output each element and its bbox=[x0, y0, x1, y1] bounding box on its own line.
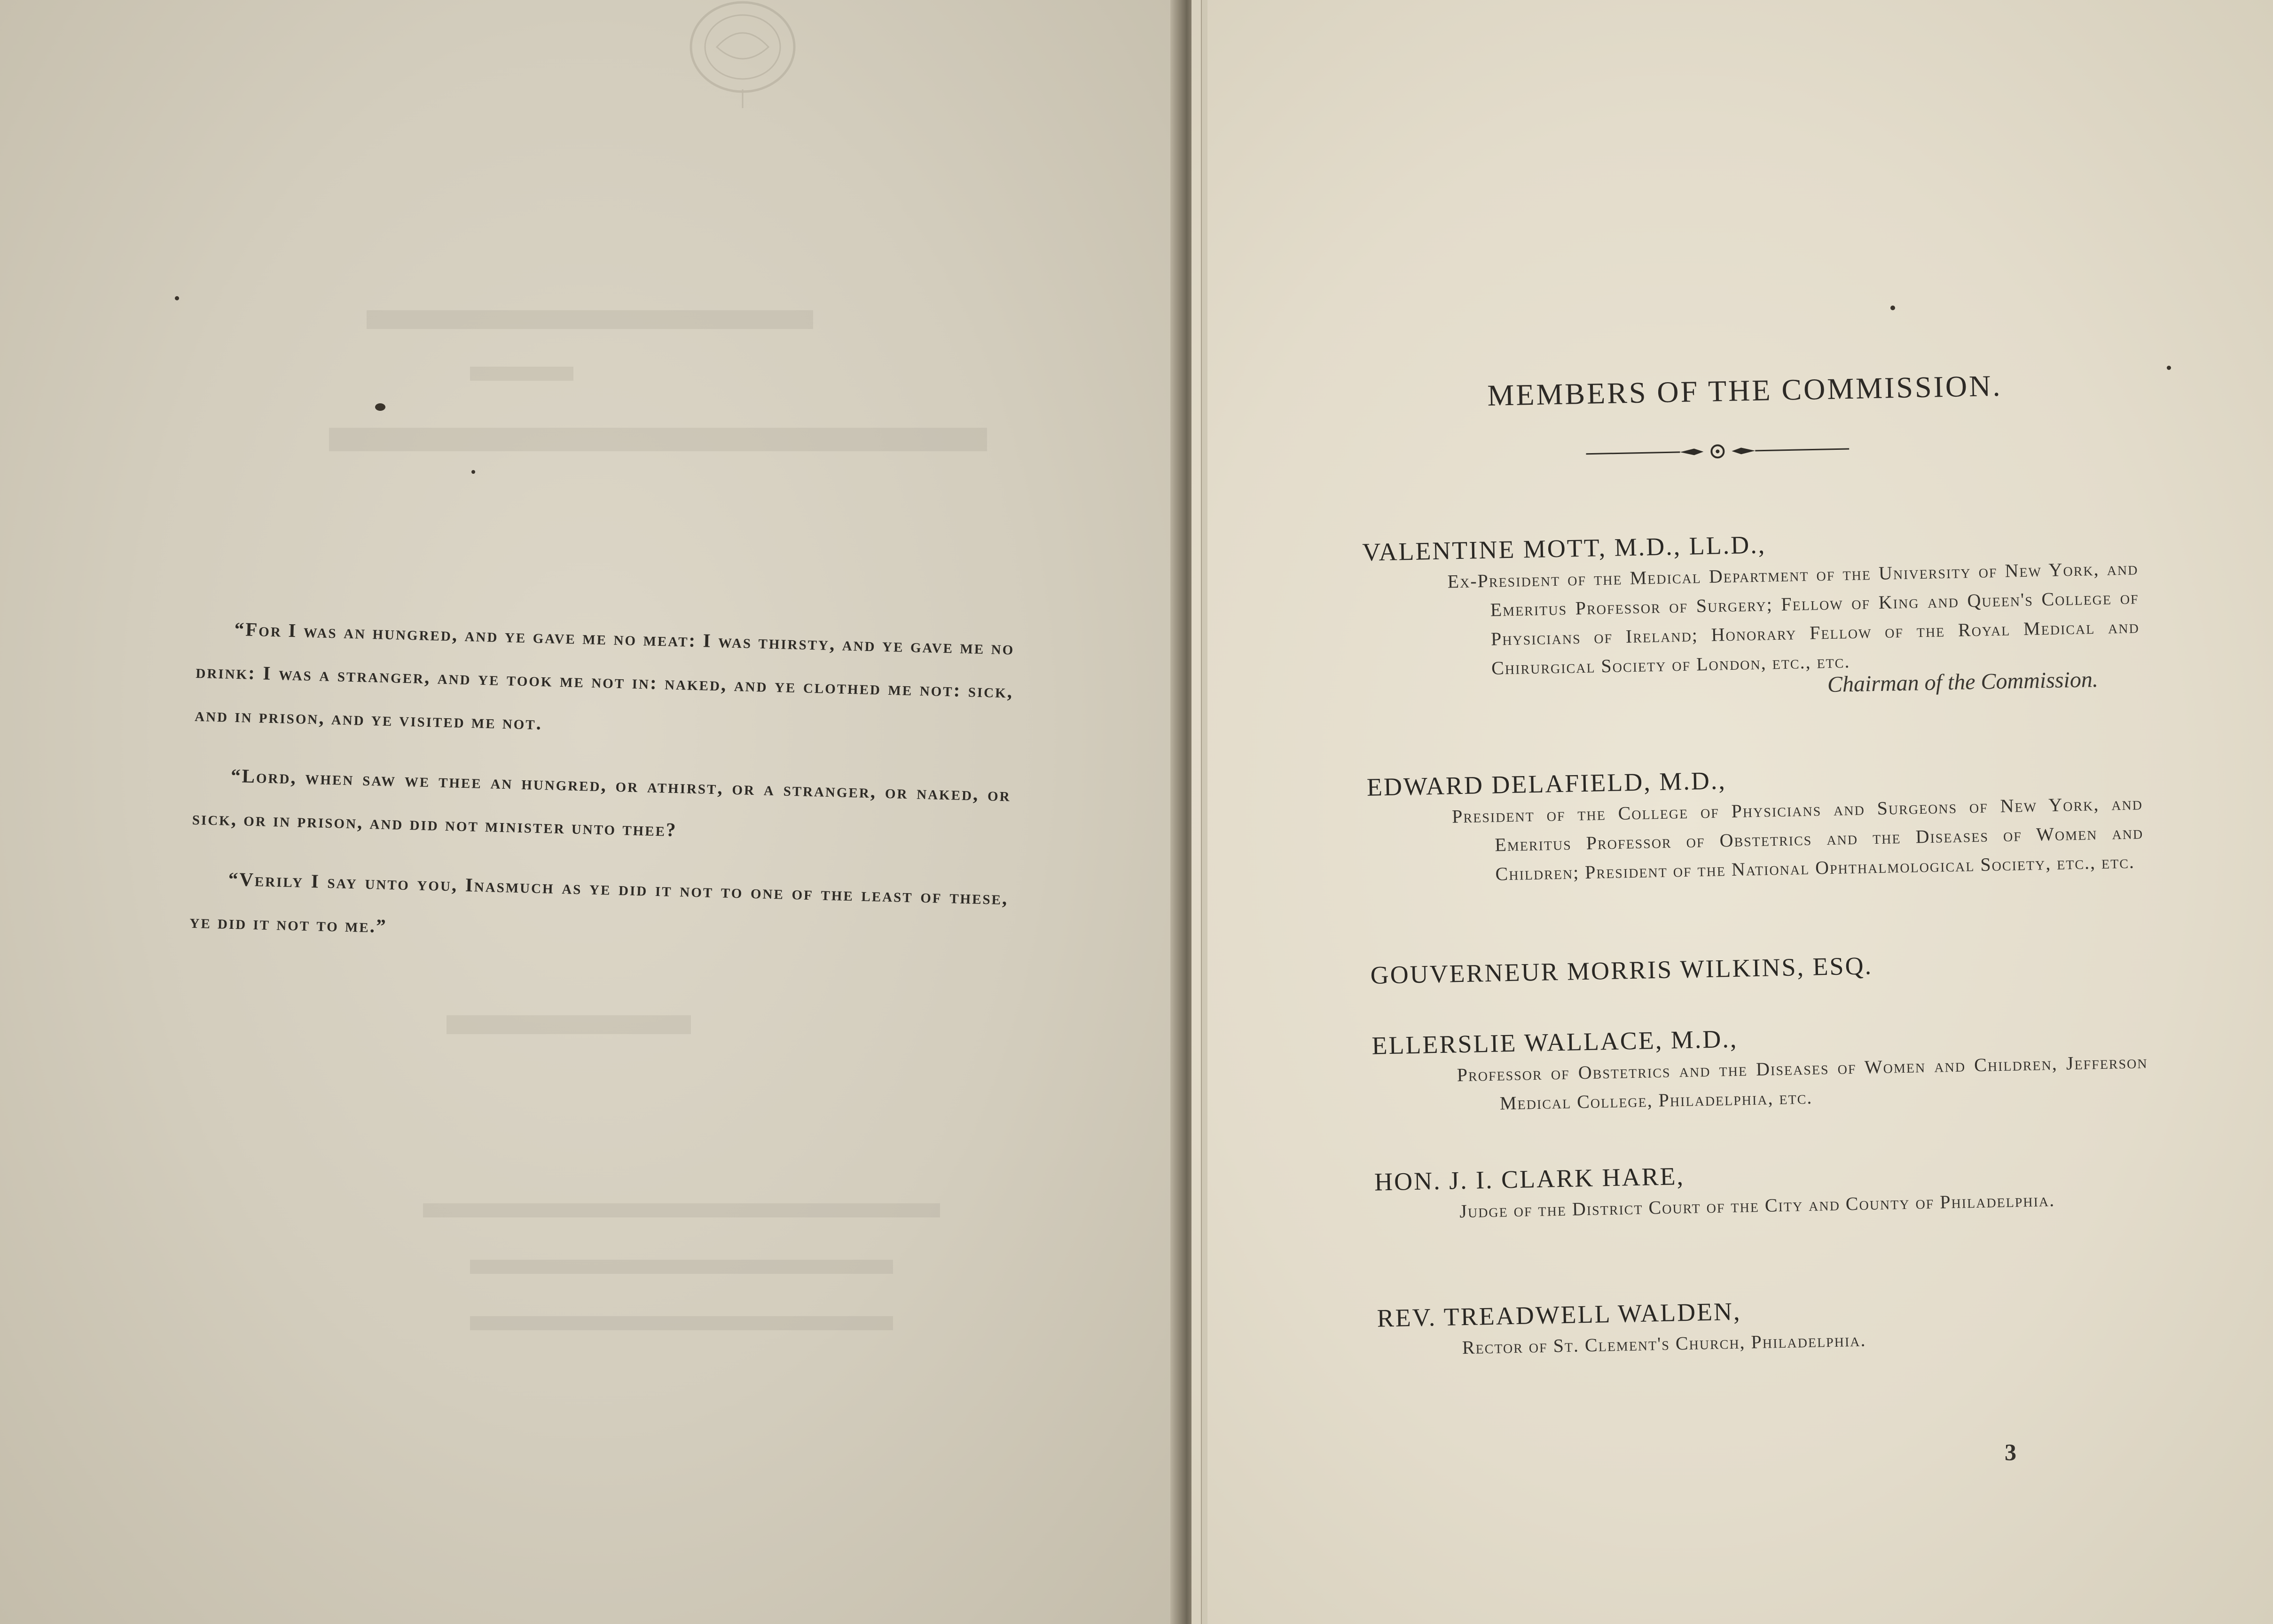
quote-paragraph: “For I was an hungred, and ye gave me no meat: I was thirsty, and ye gave me no drink: I was a stranger, and ye took me not in: naked, and ye clothed me not: sick, and in prison, and ye visited me not. bbox=[194, 618, 1015, 734]
scripture-quote bbox=[189, 606, 1015, 980]
member-entry bbox=[1366, 756, 2144, 891]
member-entry bbox=[1371, 1014, 2148, 1120]
page-title: MEMBERS OF THE COMMISSION. bbox=[1487, 369, 2002, 412]
member-description: Rector of St. Clement's Church, Philadelphia. bbox=[1462, 1329, 1866, 1358]
member-name: EDWARD DELAFIELD, M.D., bbox=[1366, 766, 1727, 801]
member-description: Professor of Obstetrics and the Diseases of Women and Children, Jefferson Medical College, Philadelphia, etc. bbox=[1457, 1051, 2148, 1114]
member-role: Chairman of the Commission. bbox=[1827, 667, 2099, 697]
page-number: 3 bbox=[2005, 1439, 2016, 1465]
quote-paragraph: “Lord, when saw we thee an hungred, or athirst, or a stranger, or naked, or sick, or in prison, and did not minister unto thee? bbox=[192, 764, 1011, 841]
library-stamp-icon bbox=[684, 0, 801, 108]
paper-speck bbox=[2167, 366, 2171, 370]
paper-speck bbox=[375, 403, 385, 411]
member-description: Ex-President of the Medical Department of the University of New York, and Emeritus Professor of Surgery; Fellow of King and Queen's College of Physicians of Ireland; Honorary Fellow of the Royal Medical and Chirurgical Society of London, etc., etc. bbox=[1447, 557, 2140, 679]
member-name: GOUVERNEUR MORRIS WILKINS, ESQ. bbox=[1370, 951, 1873, 989]
member-name: REV. TREADWELL WALDEN, bbox=[1377, 1297, 1742, 1333]
paper-speck bbox=[1890, 306, 1895, 310]
page-edge bbox=[1201, 0, 1207, 1624]
member-name: HON. J. I. CLARK HARE, bbox=[1374, 1162, 1685, 1196]
paper-speck bbox=[175, 296, 179, 300]
member-description: Judge of the District Court of the City and County of Philadelphia. bbox=[1459, 1189, 2055, 1222]
member-description: President of the College of Physicians and Surgeons of New York, and Emeritus Professor of Obstetrics and the Diseases of Women and Children; President of the National Ophthalmological Society, etc., etc. bbox=[1451, 792, 2144, 885]
member-name: ELLERSLIE WALLACE, M.D., bbox=[1371, 1024, 1738, 1060]
member-entry bbox=[1362, 521, 2140, 706]
paper-speck bbox=[471, 470, 475, 474]
quote-paragraph: “Verily I say unto you, Inasmuch as ye did it not to one of the least of these, ye did it not to me.” bbox=[189, 868, 1009, 937]
member-name: VALENTINE MOTT, M.D., LL.D., bbox=[1362, 530, 1766, 566]
